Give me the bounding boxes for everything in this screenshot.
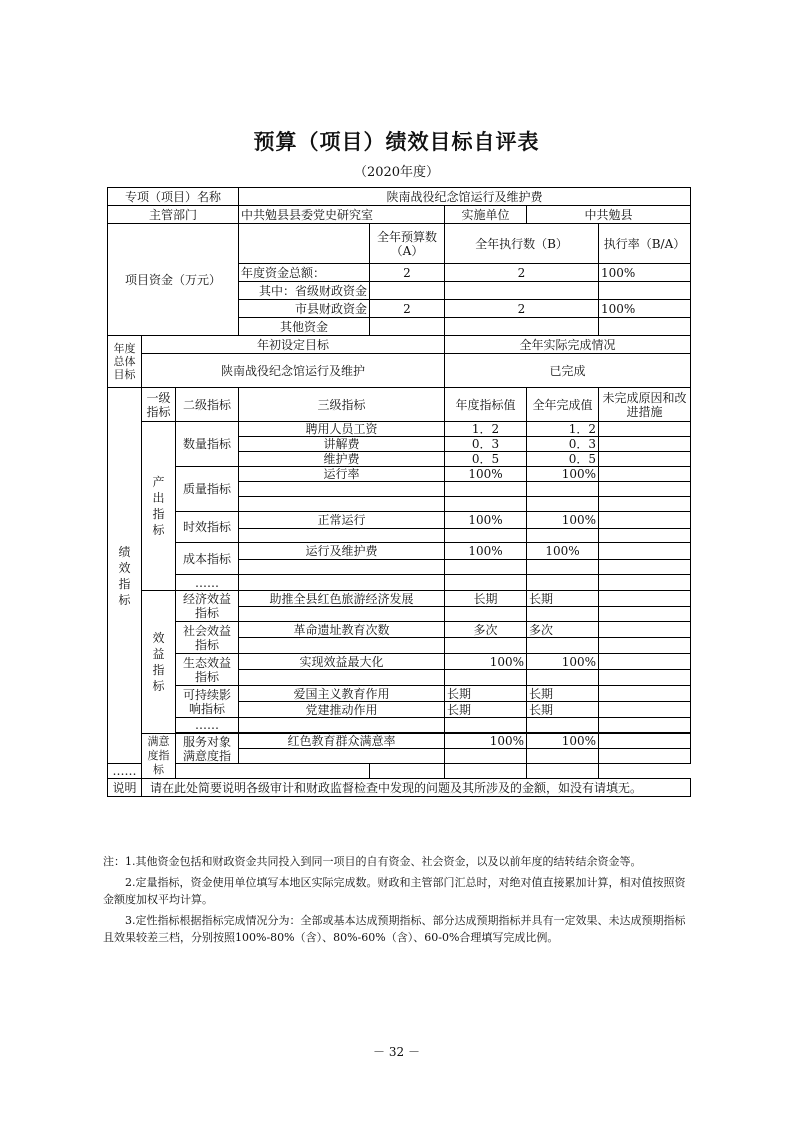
indicator-target [445, 607, 527, 622]
funds-blank [239, 224, 370, 264]
indicator-actual [527, 749, 599, 764]
dept-value: 中共勉县县委党史研究室 [239, 206, 445, 224]
indicator-target [445, 560, 527, 575]
indicator-actual [527, 497, 599, 512]
indicator-target [445, 529, 527, 543]
indicator-reason [599, 437, 691, 452]
indicator-target [370, 764, 445, 779]
indicator-target [445, 482, 527, 497]
benefit-label: 效益指标 [142, 591, 176, 734]
indicator-target: 长期 [445, 686, 527, 702]
indicator-target [445, 497, 527, 512]
indicator-reason [599, 543, 691, 560]
funds-row-rate: 100% [599, 300, 691, 318]
indicator-target: 长期 [445, 702, 527, 718]
quantity-label: 数量指标 [176, 422, 239, 467]
indicator-target: 0．5 [445, 452, 527, 467]
header-level2: 二级指标 [176, 388, 239, 422]
indicator-reason [599, 560, 691, 575]
indicator-name [239, 718, 445, 733]
funds-row-budget: 2 [370, 264, 445, 282]
indicator-actual [527, 482, 599, 497]
funds-row-label: 市县财政资金 [239, 300, 370, 318]
indicator-name: 维护费 [239, 452, 445, 467]
indicator-actual [527, 560, 599, 575]
quality-label: 质量指标 [176, 467, 239, 512]
indicator-name [239, 670, 445, 686]
project-name-label: 专项（项目）名称 [108, 188, 239, 206]
dept-label: 主管部门 [108, 206, 239, 224]
indicator-reason [599, 422, 691, 437]
funds-row-label: 其中：省级财政资金 [239, 282, 370, 300]
ellipsis-label: …… [108, 764, 142, 779]
page-title: 预算（项目）绩效目标自评表 [253, 129, 540, 154]
indicator-target: 100% [445, 654, 527, 670]
funds-row-budget [370, 318, 445, 336]
indicator-reason [527, 764, 599, 779]
page-number: － 32 － [373, 1045, 420, 1059]
indicator-name: 正常运行 [239, 512, 445, 529]
indicator-actual: 100% [527, 543, 599, 560]
indicator-reason [599, 512, 691, 529]
indicator-actual: 100% [527, 734, 599, 749]
goals-col-set: 年初设定目标 [142, 336, 445, 354]
goals-col-actual: 全年实际完成情况 [445, 336, 691, 354]
indicator-name: 运行率 [239, 467, 445, 482]
funds-col-exec: 全年执行数（B） [445, 224, 599, 264]
header-reason: 未完成原因和改进措施 [599, 388, 691, 422]
goals-set-value: 陕南战役纪念馆运行及维护 [142, 354, 445, 388]
indicator-name [239, 560, 445, 575]
indicator-actual: 1．2 [527, 422, 599, 437]
indicator-name [239, 607, 445, 622]
impl-label: 实施单位 [445, 206, 527, 224]
indicator-name: 助推全县红色旅游经济发展 [239, 591, 445, 607]
indicator-target: 100% [445, 543, 527, 560]
project-name-value: 陕南战役纪念馆运行及维护费 [239, 188, 691, 206]
footnote-3: 3.定性指标根据指标完成情况分为：全部或基本达成预期指标、部分达成预期指标并具有一定效果、未达成预期指标且效果较差三档，分别按照100%-80%（含）、80%-60%（含）、60-0%合理填写完成比例。 [103, 914, 686, 944]
footnotes [103, 853, 691, 950]
header-target: 年度指标值 [445, 388, 527, 422]
indicator-reason [599, 702, 691, 718]
funds-row-exec [445, 282, 599, 300]
funds-col-budget: 全年预算数（A） [370, 224, 445, 264]
indicator-target: 100% [445, 512, 527, 529]
indicator-reason [599, 497, 691, 512]
footnote-1: 注：1.其他资金包括和财政资金共同投入到同一项目的自有资金、社会资金，以及以前年度的结转结余资金等。 [103, 855, 642, 868]
page-subtitle: （2020年度） [353, 165, 440, 180]
indicator-reason [599, 749, 691, 764]
indicator-reason [599, 734, 691, 749]
indicator-actual: 100% [527, 512, 599, 529]
remark-text: 请在此处简要说明各级审计和财政监督检查中发现的问题及其所涉及的金额，如没有请填无。 [142, 779, 691, 797]
funds-row-exec: 2 [445, 300, 599, 318]
indicator-actual [527, 575, 599, 591]
indicator-actual [527, 638, 599, 654]
indicator-reason [599, 482, 691, 497]
indicator-actual: 长期 [527, 702, 599, 718]
ellipsis-label: …… [176, 575, 239, 591]
output-label: 产出指标 [142, 422, 176, 591]
funds-row-label: 其他资金 [239, 318, 370, 336]
ellipsis-label: …… [176, 718, 239, 733]
indicator-reason [599, 670, 691, 686]
indicator-target [445, 670, 527, 686]
indicator-reason [599, 718, 691, 733]
indicator-actual: 0．5 [527, 452, 599, 467]
funds-row-budget: 2 [370, 300, 445, 318]
indicator-name [176, 764, 370, 779]
indicator-actual [445, 764, 527, 779]
indicator-reason [599, 575, 691, 591]
indicator-actual: 长期 [527, 591, 599, 607]
indicator-target [445, 575, 527, 591]
goals-actual-value: 已完成 [445, 354, 691, 388]
indicator-name: 运行及维护费 [239, 543, 445, 560]
indicator-name: 爱国主义教育作用 [239, 686, 445, 702]
indicator-name: 红色教育群众满意率 [239, 734, 445, 749]
indicator-name: 实现效益最大化 [239, 654, 445, 670]
funds-row-exec: 2 [445, 264, 599, 282]
indicator-target [445, 749, 527, 764]
indicator-reason [599, 654, 691, 670]
indicator-reason [599, 686, 691, 702]
indicator-reason [599, 452, 691, 467]
header-actual: 全年完成值 [527, 388, 599, 422]
indicator-name [239, 529, 445, 543]
indicator-target: 100% [445, 467, 527, 482]
funds-row-label: 年度资金总额： [239, 264, 370, 282]
indicator-reason [599, 622, 691, 638]
indicator-name: 聘用人员工资 [239, 422, 445, 437]
indicator-target: 0．3 [445, 437, 527, 452]
indicator-actual [527, 670, 599, 686]
indicator-reason [599, 591, 691, 607]
funds-label: 项目资金（万元） [108, 224, 239, 336]
indicator-target [445, 718, 527, 733]
indicator-target: 多次 [445, 622, 527, 638]
indicator-name [239, 575, 445, 591]
indicators-label: 绩效指标 [108, 388, 142, 764]
indicator-name: 讲解费 [239, 437, 445, 452]
indicator-target [445, 638, 527, 654]
remark-label: 说明 [108, 779, 142, 797]
indicator-actual [527, 718, 599, 733]
indicator-reason [599, 467, 691, 482]
impl-value: 中共勉县 [527, 206, 691, 224]
timeliness-label: 时效指标 [176, 512, 239, 543]
indicator-name [239, 749, 445, 764]
indicator-actual: 0．3 [527, 437, 599, 452]
funds-row-rate [599, 318, 691, 336]
funds-row-exec [445, 318, 599, 336]
funds-row-rate [599, 282, 691, 300]
indicator-actual: 长期 [527, 686, 599, 702]
indicator-actual: 多次 [527, 622, 599, 638]
footnote-2: 2.定量指标，资金使用单位填写本地区实际完成数。财政和主管部门汇总时，对绝对值直接累加计算，相对值按照资金额度加权平均计算。 [103, 876, 686, 906]
indicator-name [239, 638, 445, 654]
cost-label: 成本指标 [176, 543, 239, 575]
indicator-name [239, 497, 445, 512]
indicator-target: 100% [445, 734, 527, 749]
indicator-actual: 100% [527, 654, 599, 670]
indicator-actual [527, 529, 599, 543]
evaluation-table [107, 187, 691, 797]
indicator-name: 革命遗址教育次数 [239, 622, 445, 638]
sustainable-label: 可持续影响指标 [176, 686, 239, 718]
indicator-reason [599, 638, 691, 654]
funds-col-rate: 执行率（B/A） [599, 224, 691, 264]
header-level1: 一级指标 [142, 388, 176, 422]
indicator-actual [527, 607, 599, 622]
indicator-target: 长期 [445, 591, 527, 607]
service-label: 服务对象满意度指 [176, 734, 239, 764]
indicator-reason [599, 607, 691, 622]
ecological-label: 生态效益指标 [176, 654, 239, 686]
economic-label: 经济效益指标 [176, 591, 239, 622]
funds-row-rate: 100% [599, 264, 691, 282]
indicator-actual: 100% [527, 467, 599, 482]
header-level3: 三级指标 [239, 388, 445, 422]
indicator-name [239, 482, 445, 497]
indicator-target: 1．2 [445, 422, 527, 437]
indicator-reason [599, 529, 691, 543]
satisfaction-label: 满意度指标 [142, 734, 176, 779]
funds-row-budget [370, 282, 445, 300]
goals-label: 年度总体目标 [108, 336, 142, 388]
social-label: 社会效益指标 [176, 622, 239, 654]
indicator-name: 党建推动作用 [239, 702, 445, 718]
